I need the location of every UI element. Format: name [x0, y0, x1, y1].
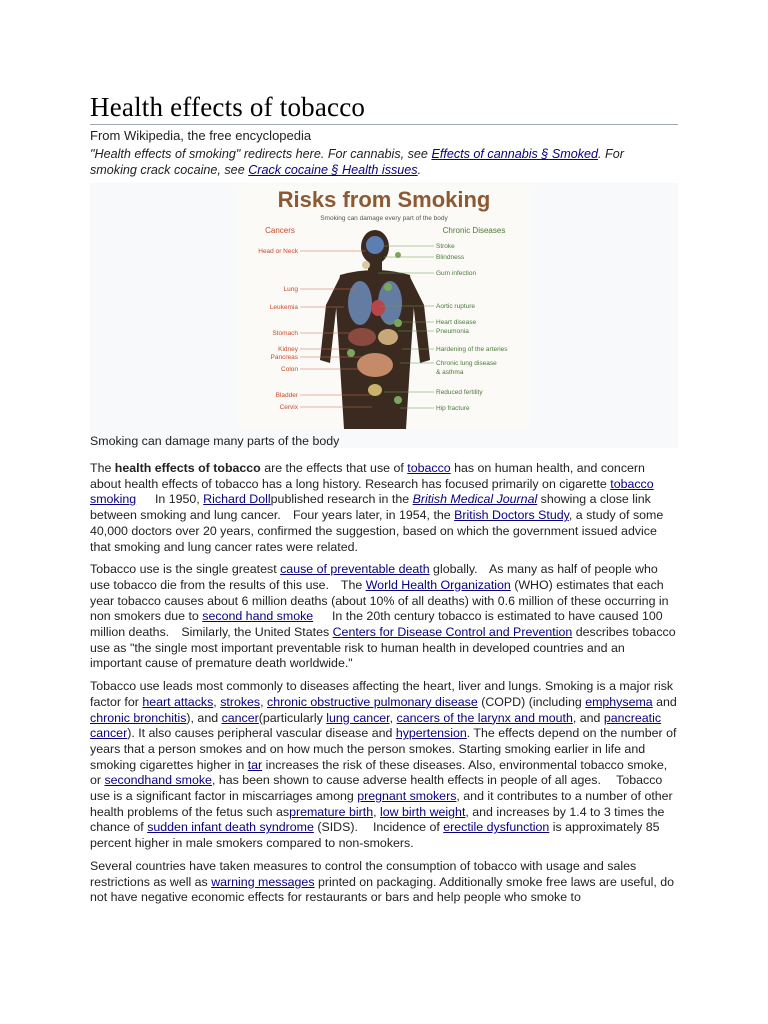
label-stroke: Stroke: [436, 243, 455, 250]
label-stomach: Stomach: [272, 330, 298, 337]
label-gum-infection: Gum infection: [436, 270, 477, 277]
link-tobacco-smoking[interactable]: tobacco smoking: [90, 476, 654, 507]
infographic-title: Risks from Smoking: [277, 187, 491, 212]
text: As many as half of people who use tobacco die from the results of this use.: [90, 562, 658, 592]
page-title: Health effects of tobacco: [90, 92, 366, 122]
link-emphysema[interactable]: emphysema: [585, 694, 653, 709]
link-tobacco[interactable]: tobacco: [407, 461, 451, 475]
link-erectile-dysfunction[interactable]: erectile dysfunction: [443, 820, 550, 835]
text: The: [90, 461, 115, 475]
label-pancreas: Pancreas: [270, 354, 298, 361]
link-copd[interactable]: chronic obstructive pulmonary disease: [267, 694, 478, 709]
cancers-heading: Cancers: [265, 226, 295, 235]
citation-number: 9: [355, 659, 359, 666]
hatnote-text: "Health effects of smoking" redirects here. For cannabis, see: [90, 147, 432, 161]
link-who[interactable]: World Health Organization: [365, 577, 511, 592]
link-hypertension[interactable]: hypertension: [395, 726, 467, 741]
link-british-doctors-study[interactable]: British Doctors Study: [454, 508, 569, 523]
paragraph-diseases: Tobacco use leads most commonly to diseases affecting the heart, liver and lungs. Smoking is a major risk factor for heart attacks, strokes, chronic obstructive pulmonary disease (COPD) (including emphysema and chronic bronchitis), and cancer(particularly lung cancer, cancers of the larynx and mouth, and pancreatic cancer). It also causes peripheral vascular disease and hypertension. The effects depend on the number of years that a person smokes and on how much the person smokes. Starting smoking earlier in life and smoking cigarettes higher in tar increases the risk of these diseases. Also, environmental tobacco smoke, or secondhand smoke, has been shown to cause adverse health effects in people of all ages.[10] Tobacco use is a significant factor in miscarriages among pregnant smokers, and it contributes to a number of other health problems of the fetus such aspremature birth, low birth weight, and increases by 1.4 to 3 times the chance of sudden infant death syndrome (SIDS).[11] Incidence of erectile dysfunction is approximately 85 percent higher in male smokers compared to non-smokers.[12][13]: [90, 679, 677, 851]
label-bladder: Bladder: [275, 392, 298, 399]
paragraph-intro: The health effects of tobacco are the effects that use of tobacco has on human health, and concern about health effects of tobacco has a long history. Research has focused primarily on cigarette tobacco smoking[1][2] In 1950, Richard Dollpublished research in the British Medical Journal showing a close link between smoking and lung cancer.[3] Four years later, in 1954, the British Doctors Study, a study of some 40,000 doctors over 20 years, confirmed the suggestion, based on which the government issued advice that smoking and lung cancer rates were related.[4][5]: [90, 461, 664, 554]
link-second-hand-smoke[interactable]: second hand smoke: [202, 609, 314, 624]
label-lung: Lung: [283, 286, 298, 293]
label-pneumonia: Pneumonia: [436, 328, 469, 335]
hatnote-link-cannabis[interactable]: Effects of cannabis § Smoked: [431, 147, 599, 161]
site-subtitle: From Wikipedia, the free encyclopedia: [90, 128, 312, 143]
disease-labels: [436, 243, 508, 412]
label-head-neck: Head or Neck: [258, 248, 298, 255]
link-low-birth-weight[interactable]: low birth weight: [379, 804, 466, 819]
figure-caption: Smoking can damage many parts of the body: [90, 434, 340, 448]
link-larynx-mouth-cancer[interactable]: cancers of the larynx and mouth: [396, 710, 573, 725]
hatnote-text: . For smoking crack cocaine, see: [90, 147, 624, 177]
text: and: [652, 694, 677, 709]
bold-term: health effects of tobacco: [114, 461, 261, 475]
text: In 1950,: [151, 492, 204, 507]
body-silhouette: [320, 230, 430, 429]
hatnote-text: .: [417, 163, 422, 177]
link-heart-attacks[interactable]: heart attacks: [142, 694, 214, 709]
link-pregnant-smokers[interactable]: pregnant smokers: [357, 789, 457, 804]
text: , and it contributes to a number of other health problems of the fetus such as: [90, 789, 673, 819]
text: published research in the: [270, 492, 413, 507]
label-colon: Colon: [281, 366, 298, 373]
link-premature-birth[interactable]: premature birth: [289, 804, 374, 819]
citation-number: 8][9: [315, 612, 326, 619]
risks-infographic[interactable]: [238, 185, 530, 429]
text: is approximately 85 percent higher in male smokers compared to non-smokers.: [90, 820, 660, 851]
citation-number: 7: [171, 628, 176, 635]
text: , a study of some 40,000 doctors over 20 years, confirmed the suggestion, based on which the government issued advice that smoking and lung cancer rates were related.: [90, 508, 664, 554]
text: has on human health, and concern about health effects of tobacco has a long history. Research has focused primarily on cigarette: [90, 461, 645, 491]
text: ). It also causes peripheral vascular disease and: [127, 726, 396, 741]
text: describes tobacco use as "the single most important preventable risk to human health in developed countries and an important cause of premature death worldwide.": [90, 625, 676, 671]
label-heart-disease: Heart disease: [436, 319, 477, 326]
label-chronic-lung: Chronic lung disease: [436, 360, 497, 367]
citation-number: 3: [283, 511, 287, 518]
infographic-subtitle: Smoking can damage every part of the body: [320, 215, 448, 222]
link-tar[interactable]: tar: [247, 757, 263, 772]
text: In the 20th century tobacco is estimated to have caused 100 million deaths.: [90, 609, 663, 640]
text: ,: [260, 694, 268, 709]
text: are the effects that use of: [260, 461, 408, 475]
link-preventable-death[interactable]: cause of preventable death: [280, 562, 430, 577]
citation-number: 11: [360, 823, 367, 830]
chronic-diseases-heading: Chronic Diseases: [442, 226, 506, 235]
label-fertility: Reduced fertility: [436, 389, 483, 396]
link-pancreatic-cancer[interactable]: pancreatic cancer: [90, 710, 662, 741]
label-kidney: Kidney: [278, 346, 298, 353]
text: (COPD) (including: [477, 694, 586, 709]
text: printed on packaging. Additionally smoke free laws are useful, do not have negative economic effects for restaurants or bars and help people who smoke to: [90, 874, 675, 905]
infobox-figure: [90, 183, 678, 448]
text: (SIDS).: [313, 820, 358, 835]
text: ), and: [186, 710, 222, 725]
link-chronic-bronchitis[interactable]: chronic bronchitis: [90, 710, 187, 725]
text: Incidence of: [369, 820, 444, 835]
text: Tobacco use leads most commonly to diseases affecting the heart, liver and lungs. Smoking is a major risk factor for: [90, 679, 674, 709]
citation-number: 1][2: [138, 495, 149, 502]
text: globally.: [429, 562, 478, 577]
text: . The effects depend on the number of years that a person smokes and on how much the person smokes. Starting smoking earlier in life and smoking cigarettes higher in: [90, 726, 677, 772]
text: Four years later, in 1954, the: [289, 508, 455, 523]
cancer-labels: [258, 248, 299, 411]
text: increases the risk of these diseases. Also, environmental tobacco smoke, or: [90, 757, 668, 788]
text: , and increases by 1.4 to 3 times the chance of: [90, 804, 665, 835]
label-hip-fracture: Hip fracture: [436, 405, 470, 412]
citation-number: 6: [480, 565, 484, 572]
citation-number: 12][13: [416, 839, 434, 846]
text: ,: [389, 710, 397, 725]
text: ,: [373, 804, 380, 819]
link-warning-messages[interactable]: warning messages: [211, 874, 315, 889]
link-secondhand-smoke[interactable]: secondhand smoke: [104, 773, 212, 788]
link-lung-cancer[interactable]: lung cancer: [326, 710, 390, 725]
hatnote: [90, 146, 660, 178]
text: The: [337, 577, 366, 592]
text: , has been shown to cause adverse health effects in people of all ages.: [211, 773, 601, 788]
title-divider: [90, 124, 678, 125]
text: Tobacco use is the single greatest: [90, 562, 281, 577]
label-leukemia: Leukemia: [269, 304, 298, 311]
label-arteries: Hardening of the arteries: [436, 346, 508, 353]
article-body: [90, 461, 678, 913]
text: , and: [572, 710, 604, 725]
label-aortic-rupture: Aortic rupture: [436, 303, 476, 310]
link-bmj[interactable]: British Medical Journal: [412, 492, 538, 507]
paragraph-mortality: Tobacco use is the single greatest cause of preventable death globally.[6] As many as half of people who use tobacco die from the results of this use.[7] The World Health Organization (WHO) estimates that each year tobacco causes about 6 million deaths (about 10% of all deaths) with 0.6 million of these occurring in non smokers due to second hand smoke[8][9] In the 20th century tobacco is estimated to have caused 100 million deaths.[7] Similarly, the United States Centers for Disease Control and Prevention describes tobacco use as "the single most important preventable risk to human health in developed countries and an important cause of premature death worldwide."[9]: [90, 562, 676, 671]
text: ,: [213, 694, 221, 709]
text: (particularly: [258, 710, 327, 725]
text: Tobacco use is a significant factor in miscarriages among: [90, 773, 663, 804]
text: (WHO) estimates that each year tobacco causes about 6 million deaths (about 10% of all deaths) with 0.6 million of these occurring in non smokers due to: [90, 577, 669, 624]
citation-number: 7: [331, 580, 336, 587]
hatnote-link-crack[interactable]: Crack cocaine § Health issues: [248, 163, 418, 177]
citation-number: 10: [603, 776, 611, 783]
label-blindness: Blindness: [436, 254, 465, 261]
link-richard-doll[interactable]: Richard Doll: [203, 492, 271, 507]
label-cervix: Cervix: [279, 404, 298, 411]
link-cdc[interactable]: Centers for Disease Control and Prevention: [332, 625, 573, 640]
link-sids[interactable]: sudden infant death syndrome: [147, 820, 314, 835]
label-asthma: & asthma: [436, 369, 464, 376]
link-strokes[interactable]: strokes: [220, 694, 261, 709]
paragraph-measures: [90, 859, 678, 906]
text: Several countries have taken measures to control the consumption of tobacco with usage and sales restrictions as well as: [90, 858, 637, 889]
text: showing a close link between smoking and lung cancer.: [90, 492, 651, 523]
link-cancer[interactable]: cancer: [221, 710, 259, 725]
citation-number: 4][5: [360, 542, 371, 549]
infographic-svg: [238, 185, 530, 429]
text: Similarly, the United States: [177, 625, 333, 640]
